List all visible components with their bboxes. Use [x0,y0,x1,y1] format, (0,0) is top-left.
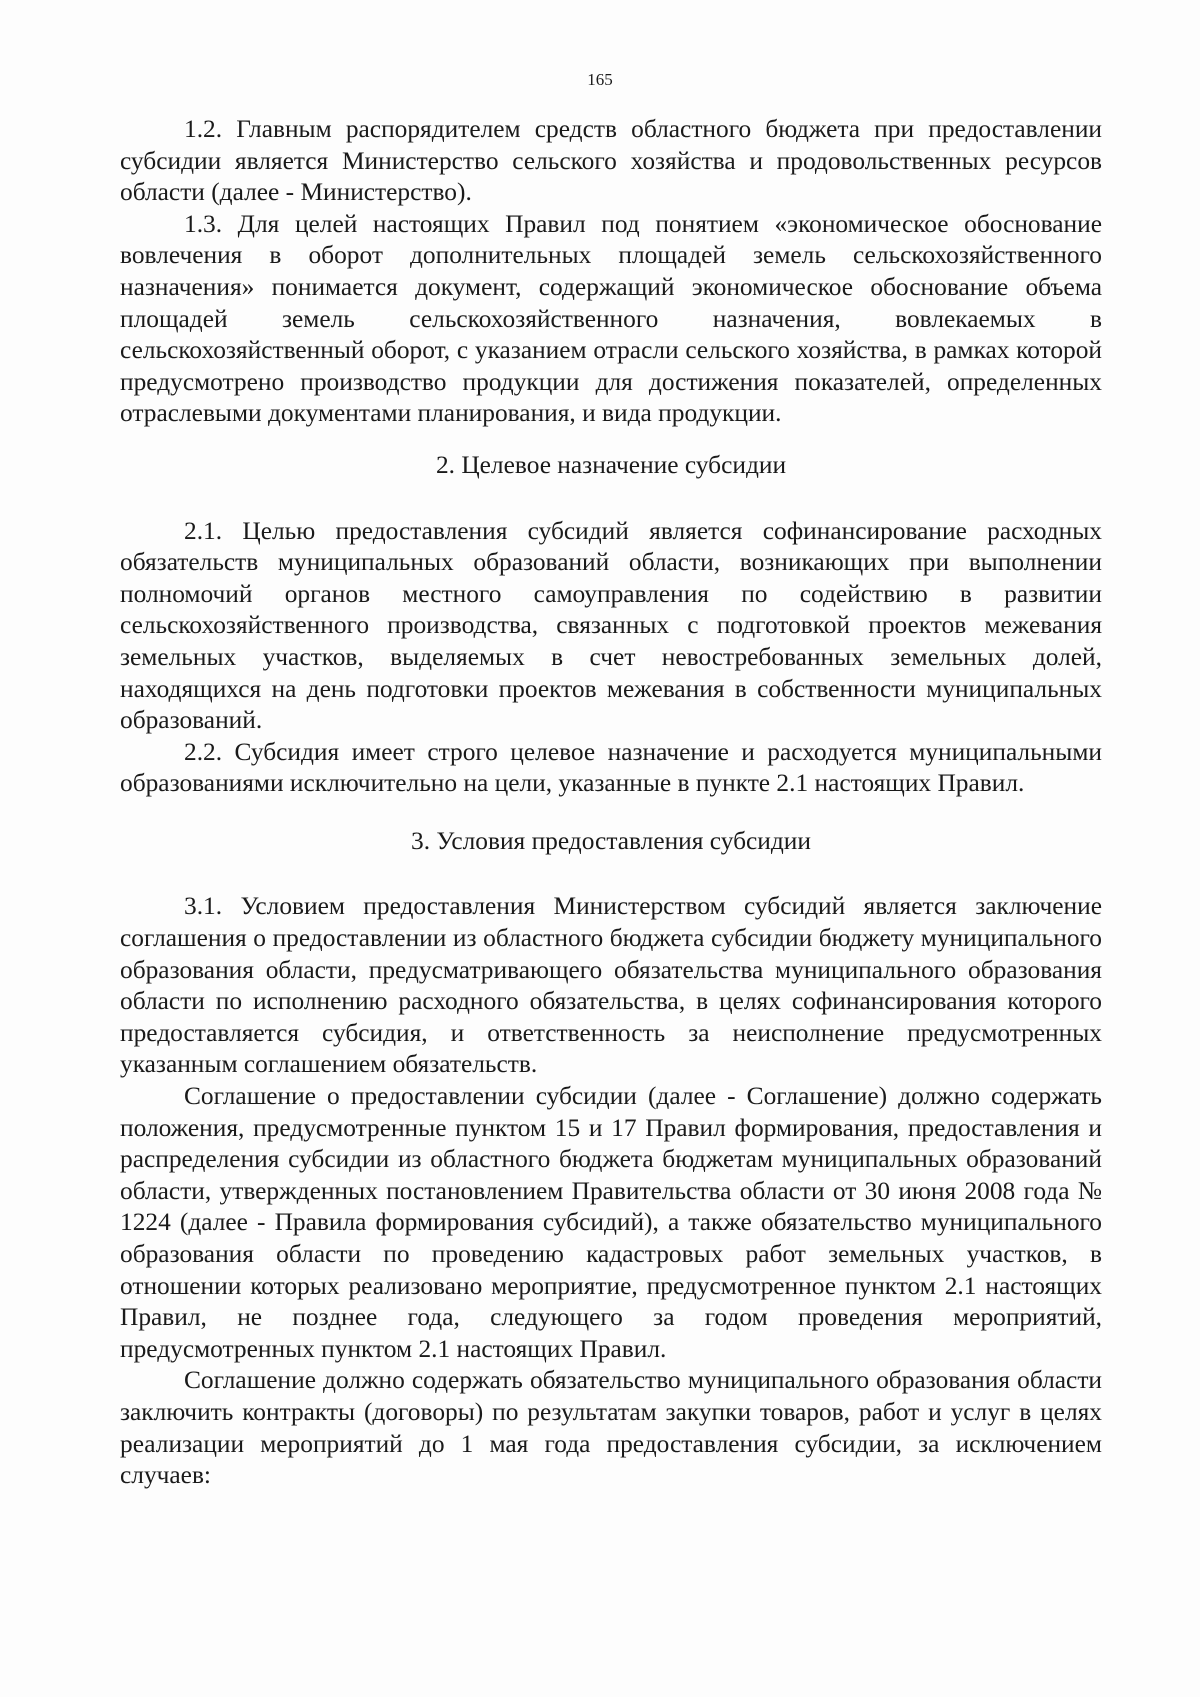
paragraph-2-1: 2.1. Целью предоставления субсидий является софинансирование расходных обязательств муниципальных образований области, возникающих при выполнении полномочий органов местного самоуправления по содействию в развитии сельскохозяйственного производства, связанных с подготовкой проектов межевания земельных участков, выделяемых в счет невостребованных земельных долей, находящихся на день подготовки проектов межевания в собственности муниципальных образований. [120,516,1102,735]
section-heading-3: 3. Условия предоставления субсидии [411,826,811,855]
page-number: 165 [587,70,613,89]
paragraph-2-2: 2.2. Субсидия имеет строго целевое назначение и расходуется муниципальными образованиями исключительно на цели, указанные в пункте 2.1 настоящих Правил. [120,737,1102,798]
section-heading-2: 2. Целевое назначение субсидии [435,450,787,479]
paragraph-agreement-content: Соглашение о предоставлении субсидии (далее - Соглашение) должно содержать положения, предусмотренные пунктом 15 и 17 Правил формирования, предоставления и распределения субсидии из областного бюджета бюджетам муниципальных образований области, утвержденных постановлением Правительства области от 30 июня 2008 года № 1224 (далее - Правила формирования субсидий), а также обязательство муниципального образования области по проведению кадастровых работ земельных участков, в отношении которых реализовано мероприятие, предусмотренное пунктом 2.1 настоящих Правил, не позднее года, следующего за годом проведения мероприятий, предусмотренных пунктом 2.1 настоящих Правил. [120,1082,1102,1363]
paragraph-1-3: 1.3. Для целей настоящих Правил под понятием «экономическое обоснование вовлечения в оборот дополнительных площадей земель сельскохозяйственного назначения» понимается документ, содержащий экономическое обоснование объема площадей земель сельскохозяйственного назначения, вовлекаемых в сельскохозяйственный оборот, с указанием отрасли сельского хозяйства, в рамках которой предусмотрено производство продукции для достижения показателей, определенных отраслевыми документами планирования, и вида продукции. [120,209,1102,428]
document-body [120,114,1102,1492]
paragraph-1-2: 1.2. Главным распорядителем средств областного бюджета при предоставлении субсидии является Министерство сельского хозяйства и продовольственных ресурсов области (далее - Министерство). [120,115,1102,207]
paragraph-3-1: 3.1. Условием предоставления Министерством субсидий является заключение соглашения о предоставлении из областного бюджета субсидии бюджету муниципального образования области, предусматривающего обязательства муниципального образования области по исполнению расходного обязательства, в целях софинансирования которого предоставляется субсидия, и ответственность за неисполнение предусмотренных указанным соглашением обязательств. [120,892,1102,1079]
paragraph-agreement-contracts: Соглашение должно содержать обязательство муниципального образования области заключить контракты (договоры) по результатам закупки товаров, работ и услуг в целях реализации мероприятий до 1 мая года предоставления субсидии, за исключением случаев: [120,1366,1102,1490]
